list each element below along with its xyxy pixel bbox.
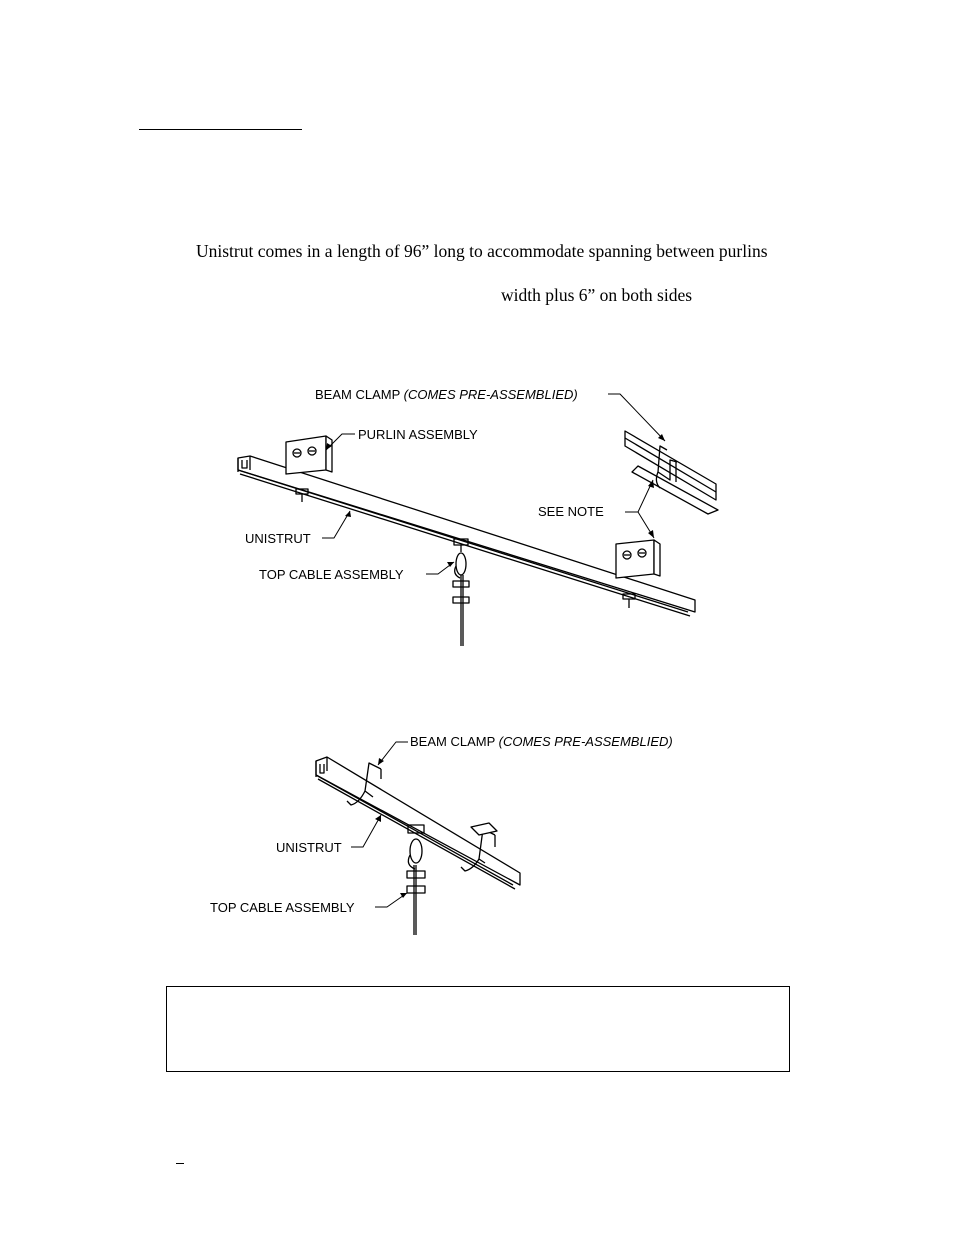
unistrut-label: UNISTRUT <box>245 531 311 546</box>
top-cable-assembly <box>453 539 469 646</box>
top-cable-assembly <box>407 825 425 935</box>
top-cable-assembly-label: TOP CABLE ASSEMBLY <box>259 567 404 582</box>
purlin-plate-right <box>616 540 660 578</box>
paragraph-line-2: width plus 6” on both sides <box>501 285 693 305</box>
beam-clamp-inset <box>625 431 718 514</box>
see-note-label: SEE NOTE <box>538 504 604 519</box>
beam-clamp-figure <box>203 727 713 937</box>
svg-text:BEAM CLAMP (COMES PRE-ASSEMBLI <box>315 387 578 402</box>
beam-clamp-note: (COMES PRE-ASSEMBLIED) <box>498 734 673 749</box>
beam-clamp-note: (COMES PRE-ASSEMBLIED) <box>403 387 578 402</box>
paragraph-line-1: Unistrut comes in a length of 96” long to accommodate spanning between purlins <box>196 241 768 261</box>
beam-clamp-label: BEAM CLAMP <box>315 387 404 402</box>
footnote-mark <box>176 1163 184 1164</box>
section-heading-underline <box>139 129 302 130</box>
purlin-mount-figure <box>230 376 720 656</box>
purlin-plate-left <box>286 436 332 474</box>
unistrut-label: UNISTRUT <box>276 840 342 855</box>
purlin-assembly-label: PURLIN ASSEMBLY <box>358 427 478 442</box>
beam-clamp-label: BEAM CLAMP <box>410 734 499 749</box>
top-cable-assembly-label: TOP CABLE ASSEMBLY <box>210 900 355 915</box>
note-box <box>166 986 790 1072</box>
svg-text:BEAM CLAMP (COMES PRE-ASSEMBLI <box>410 734 673 749</box>
